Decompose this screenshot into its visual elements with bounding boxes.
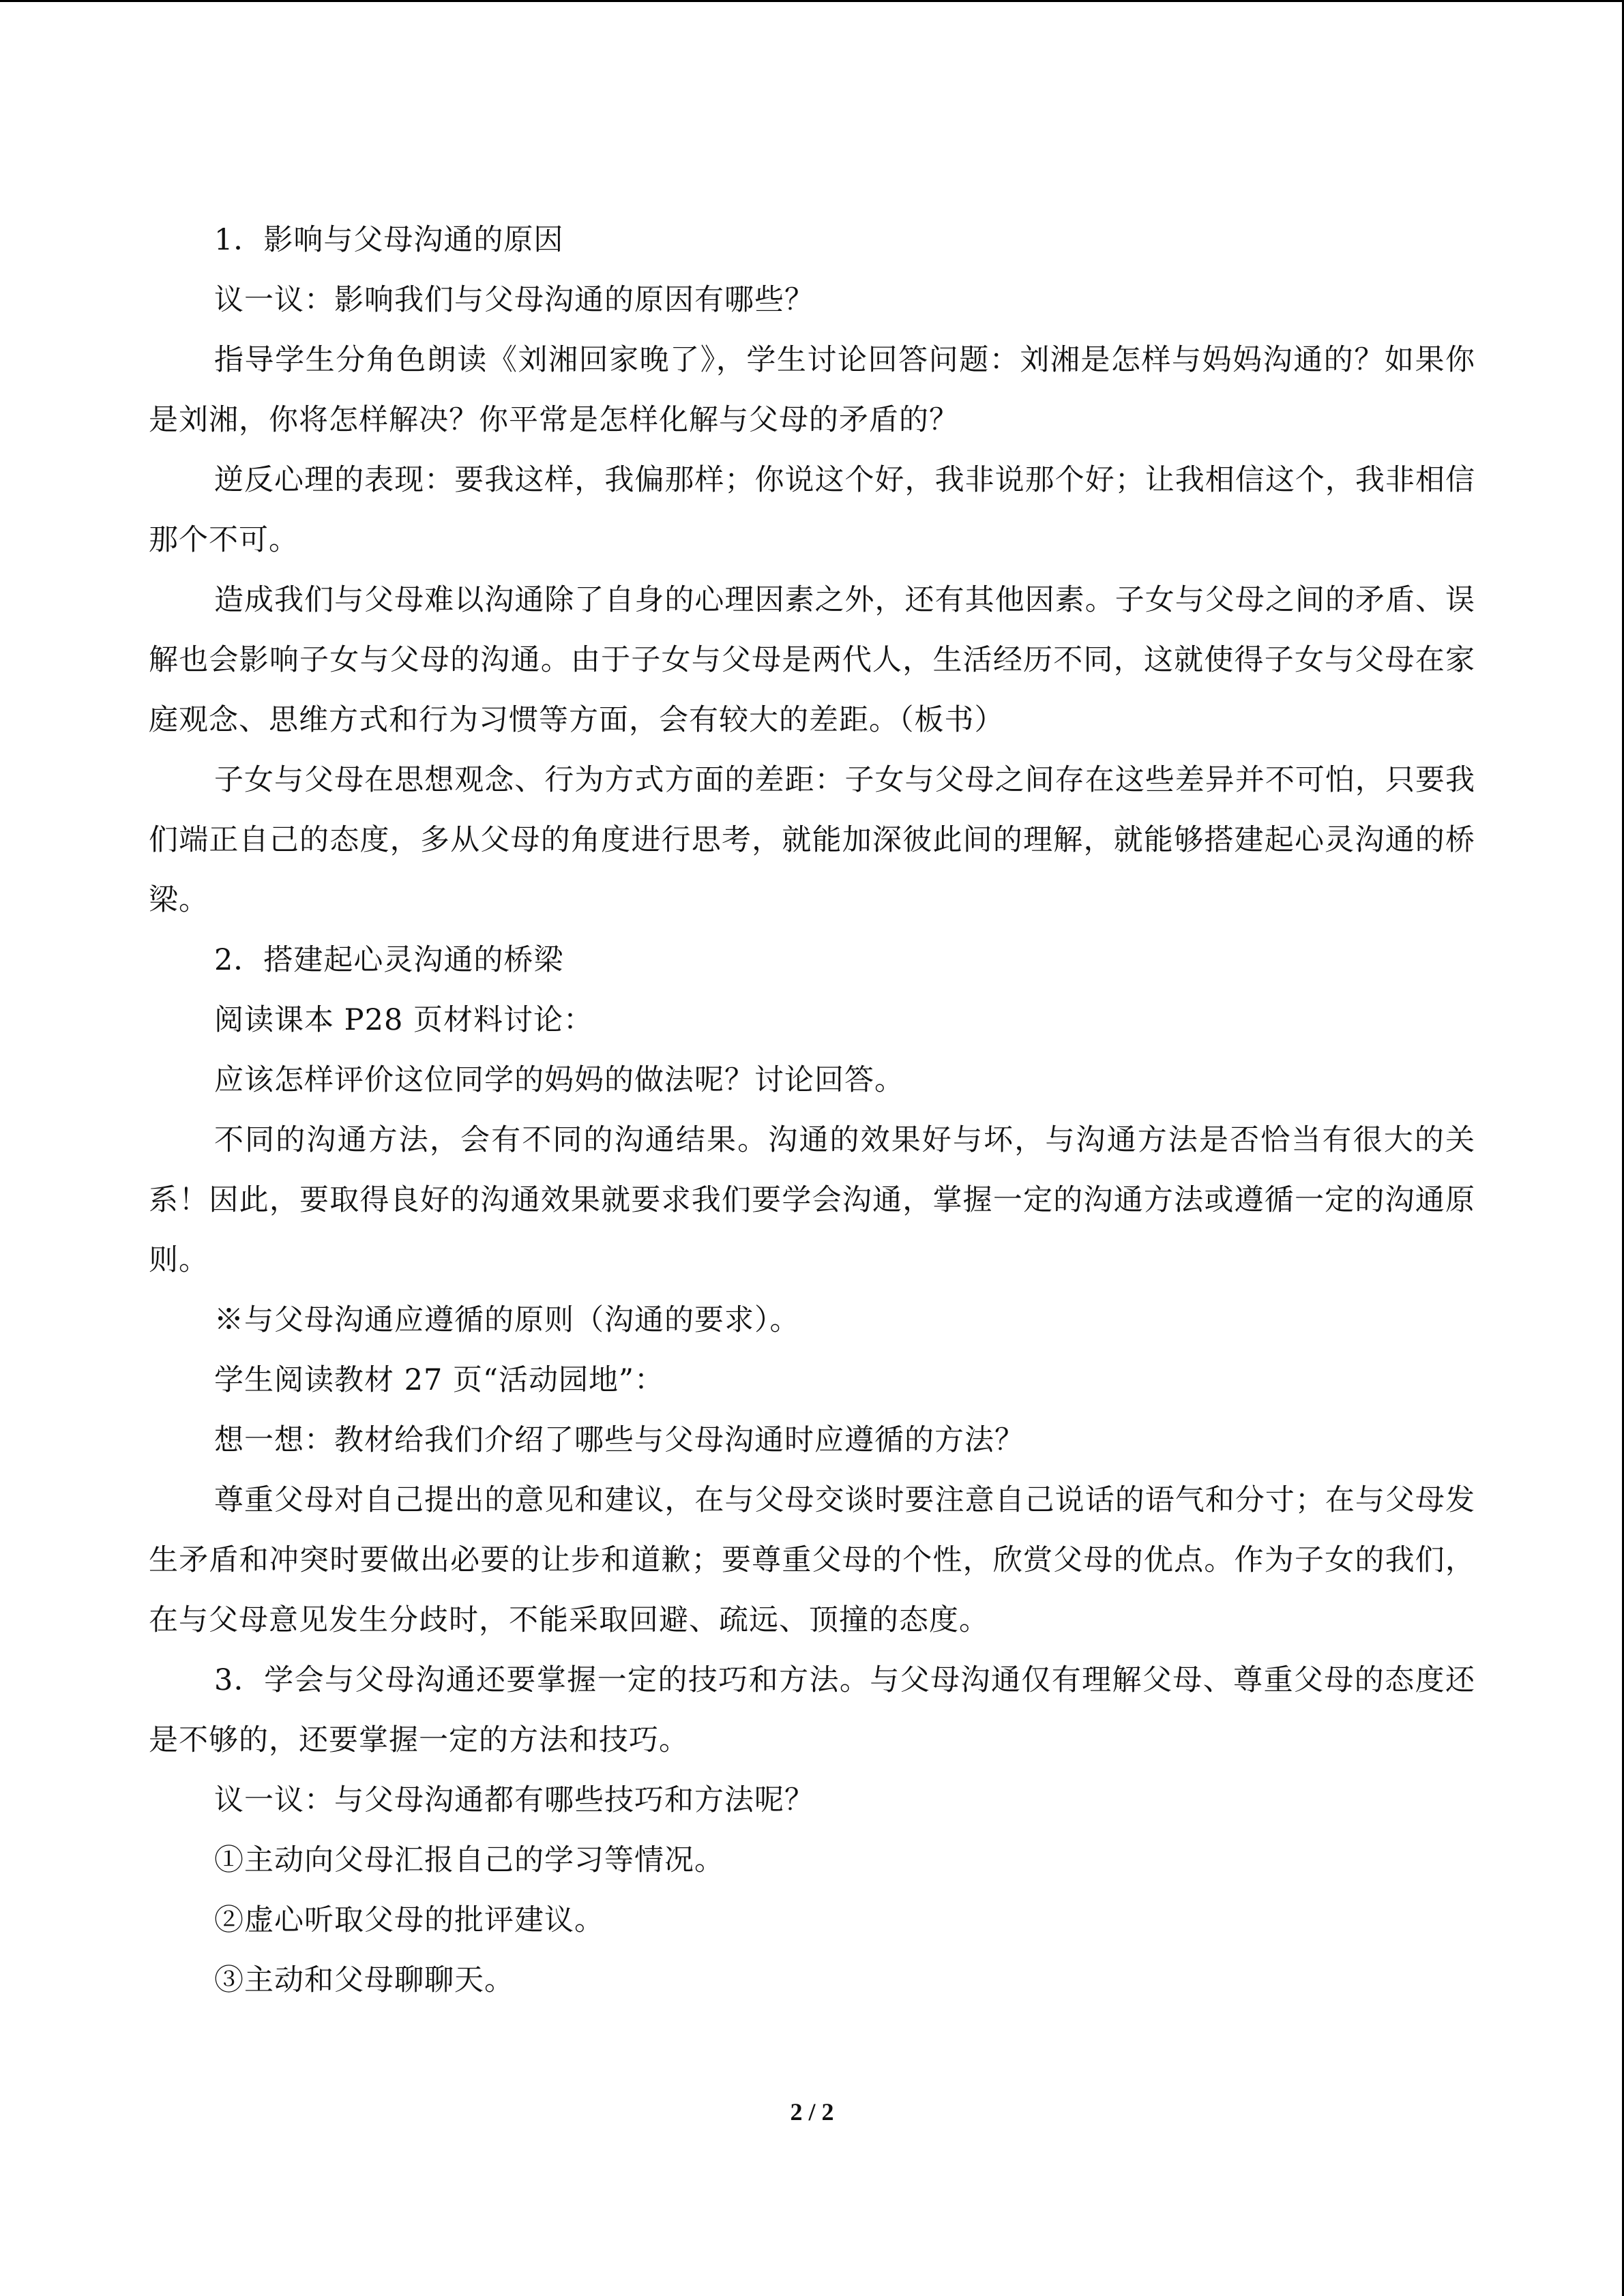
paragraph-generation-gap: 子女与父母在思想观念、行为方式方面的差距：子女与父母之间存在这些差异并不可怕，只要我们端正自己的态度，多从父母的角度进行思考，就能加深彼此间的理解，就能够搭建起心灵沟通的桥梁。 xyxy=(149,763,1475,917)
paragraph-reading-activity: 指导学生分角色朗读《刘湘回家晚了》，学生讨论回答问题：刘湘是怎样与妈妈沟通的？如果你是刘湘，你将怎样解决？你平常是怎样化解与父母的矛盾的？ xyxy=(149,343,1475,437)
page-top-border xyxy=(0,0,1624,2)
discussion-question-1: 议一议：影响我们与父母沟通的原因有哪些？ xyxy=(214,283,814,317)
document-body xyxy=(149,210,1475,2010)
list-item-1: ①主动向父母汇报自己的学习等情况。 xyxy=(214,1843,724,1877)
paragraph-textbook-reading: 阅读课本 P28 页材料讨论： xyxy=(214,1003,593,1037)
section-heading-1: 1．影响与父母沟通的原因 xyxy=(214,223,564,257)
page-number: 2 / 2 xyxy=(790,2098,834,2126)
list-item-2: ②虚心听取父母的批评建议。 xyxy=(214,1903,604,1937)
paragraph-activity-garden: 学生阅读教材 27 页“活动园地”： xyxy=(214,1363,665,1397)
paragraph-think-question: 想一想：教材给我们介绍了哪些与父母沟通时应遵循的方法？ xyxy=(214,1423,1024,1457)
paragraph-evaluate-mother: 应该怎样评价这位同学的妈妈的做法呢？讨论回答。 xyxy=(214,1063,904,1097)
discussion-question-2: 议一议：与父母沟通都有哪些技巧和方法呢？ xyxy=(214,1783,814,1817)
paragraph-principles-note: ※与父母沟通应遵循的原则（沟通的要求）。 xyxy=(214,1303,800,1337)
paragraph-communication-methods: 不同的沟通方法，会有不同的沟通结果。沟通的效果好与坏，与沟通方法是否恰当有很大的关系！因此，要取得良好的沟通效果就要求我们要学会沟通，掌握一定的沟通方法或遵循一定的沟通原则。 xyxy=(149,1123,1475,1277)
list-item-3: ③主动和父母聊聊天。 xyxy=(214,1963,514,1997)
section-heading-2: 2．搭建起心灵沟通的桥梁 xyxy=(214,943,564,977)
paragraph-rebellious-psychology: 逆反心理的表现：要我这样，我偏那样；你说这个好，我非说那个好；让我相信这个，我非相信那个不可。 xyxy=(149,463,1475,557)
paragraph-other-factors: 造成我们与父母难以沟通除了自身的心理因素之外，还有其他因素。子女与父母之间的矛盾、误解也会影响子女与父母的沟通。由于子女与父母是两代人，生活经历不同，这就使得子女与父母在家庭观念、思维方式和行为习惯等方面，会有较大的差距。（板书） xyxy=(149,583,1475,737)
section-heading-3: 3．学会与父母沟通还要掌握一定的技巧和方法。与父母沟通仅有理解父母、尊重父母的态度还是不够的，还要掌握一定的方法和技巧。 xyxy=(149,1663,1475,1757)
paragraph-respect-parents: 尊重父母对自己提出的意见和建议，在与父母交谈时要注意自己说话的语气和分寸；在与父母发生矛盾和冲突时要做出必要的让步和道歉；要尊重父母的个性，欣赏父母的优点。作为子女的我们，在与父母意见发生分歧时，不能采取回避、疏远、顶撞的态度。 xyxy=(149,1483,1475,1637)
